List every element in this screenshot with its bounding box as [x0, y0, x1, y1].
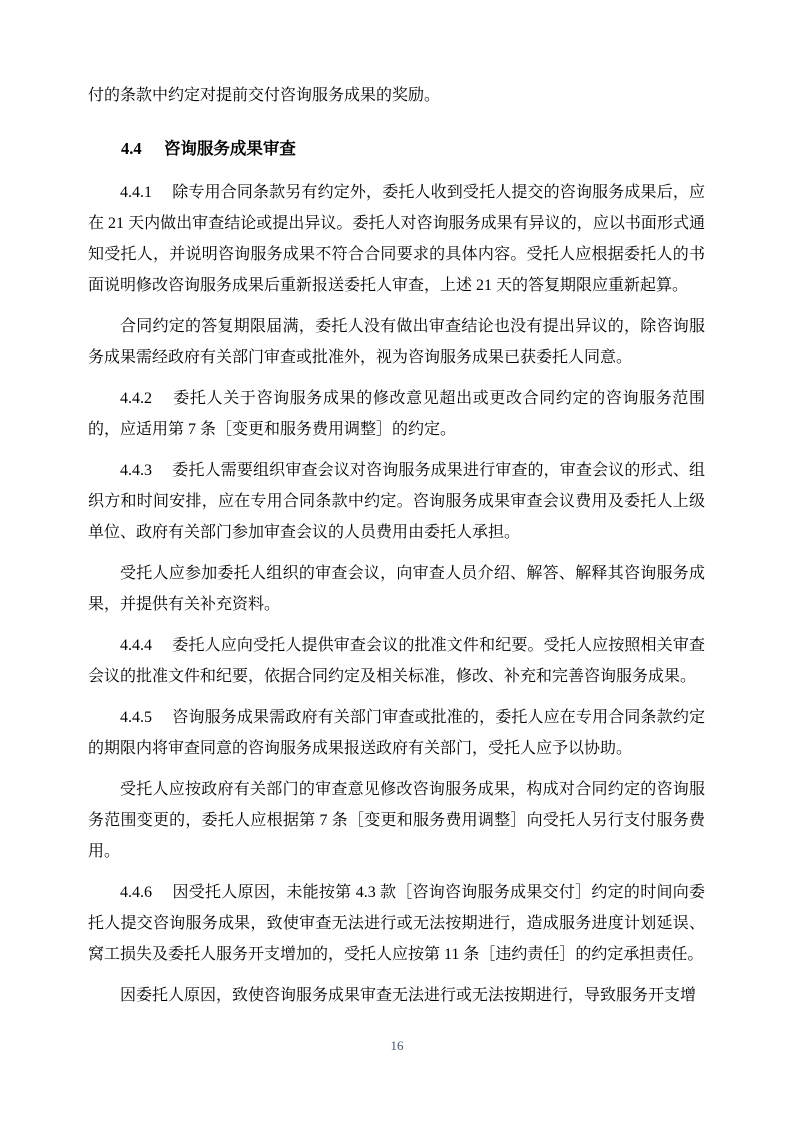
- continuation-paragraph: 付的条款中约定对提前交付咨询服务成果的奖励。: [88, 87, 441, 104]
- page-content: [88, 80, 705, 1021]
- page-footer: [0, 1036, 794, 1056]
- clause-4-4-3-paragraph: 4.4.3 委托人需要组织审查会议对咨询服务成果进行审查的，审查会议的形式、组织方和时间安排，应在专用合同条款中约定。咨询服务成果审查会议费用及委托人上级单位、政府有关部门参加审查会议的人员费用由委托人承担。: [88, 462, 705, 541]
- section-heading-title: 咨询服务成果审查: [163, 140, 296, 158]
- clause-4-4-4-paragraph: 4.4.4 委托人应向受托人提供审查会议的批准文件和纪要。受托人应按照相关审查会议的批准文件和纪要，依据合同约定及相关标准，修改、补充和完善咨询服务成果。: [88, 637, 705, 685]
- clause-4-4-1-supplement-paragraph: 合同约定的答复期限届满，委托人没有做出审查结论也没有提出异议的，除咨询服务成果需经政府有关部门审查或批准外，视为咨询服务成果已获委托人同意。: [88, 318, 705, 366]
- clause-4-4-2-paragraph: 4.4.2 委托人关于咨询服务成果的修改意见超出或更改合同约定的咨询服务范围的，应适用第 7 条［变更和服务费用调整］的约定。: [88, 390, 705, 438]
- clause-4-4-1-paragraph: 4.4.1 除专用合同条款另有约定外，委托人收到受托人提交的咨询服务成果后，应在 21 天内做出审查结论或提出异议。委托人对咨询服务成果有异议的，应以书面形式通知受托人，并说明咨询服务成果不符合合同要求的具体内容。受托人应根据委托人的书面说明修改咨询服务成果后重新报送委托人审查，上述 21 天的答复期限应重新起算。: [88, 184, 705, 294]
- section-heading: [88, 133, 705, 165]
- section-heading-number: 4.4: [121, 139, 142, 158]
- clause-4-4-5-paragraph: 4.4.5 咨询服务成果需政府有关部门审查或批准的，委托人应在专用合同条款约定的期限内将审查同意的咨询服务成果报送政府有关部门，受托人应予以协助。: [88, 709, 705, 757]
- clause-4-4-6-paragraph: 4.4.6 因受托人原因，未能按第 4.3 款［咨询咨询服务成果交付］约定的时间向委托人提交咨询服务成果，致使审查无法进行或无法按期进行，造成服务进度计划延误、窝工损失及委托人服务开支增加的，受托人应按第 11 条［违约责任］的约定承担责任。: [88, 884, 705, 963]
- clause-4-4-3-supplement-paragraph: 受托人应参加委托人组织的审查会议，向审查人员介绍、解答、解释其咨询服务成果，并提供有关补充资料。: [88, 565, 705, 613]
- page-number: 16: [390, 1038, 404, 1053]
- clause-4-4-5-supplement-paragraph: 受托人应按政府有关部门的审查意见修改咨询服务成果，构成对合同约定的咨询服务范围变更的，委托人应根据第 7 条［变更和服务费用调整］向受托人另行支付服务费用。: [88, 781, 705, 860]
- clause-4-4-6-supplement-paragraph: 因委托人原因，致使咨询服务成果审查无法进行或无法按期进行，导致服务开支增: [120, 987, 697, 1004]
